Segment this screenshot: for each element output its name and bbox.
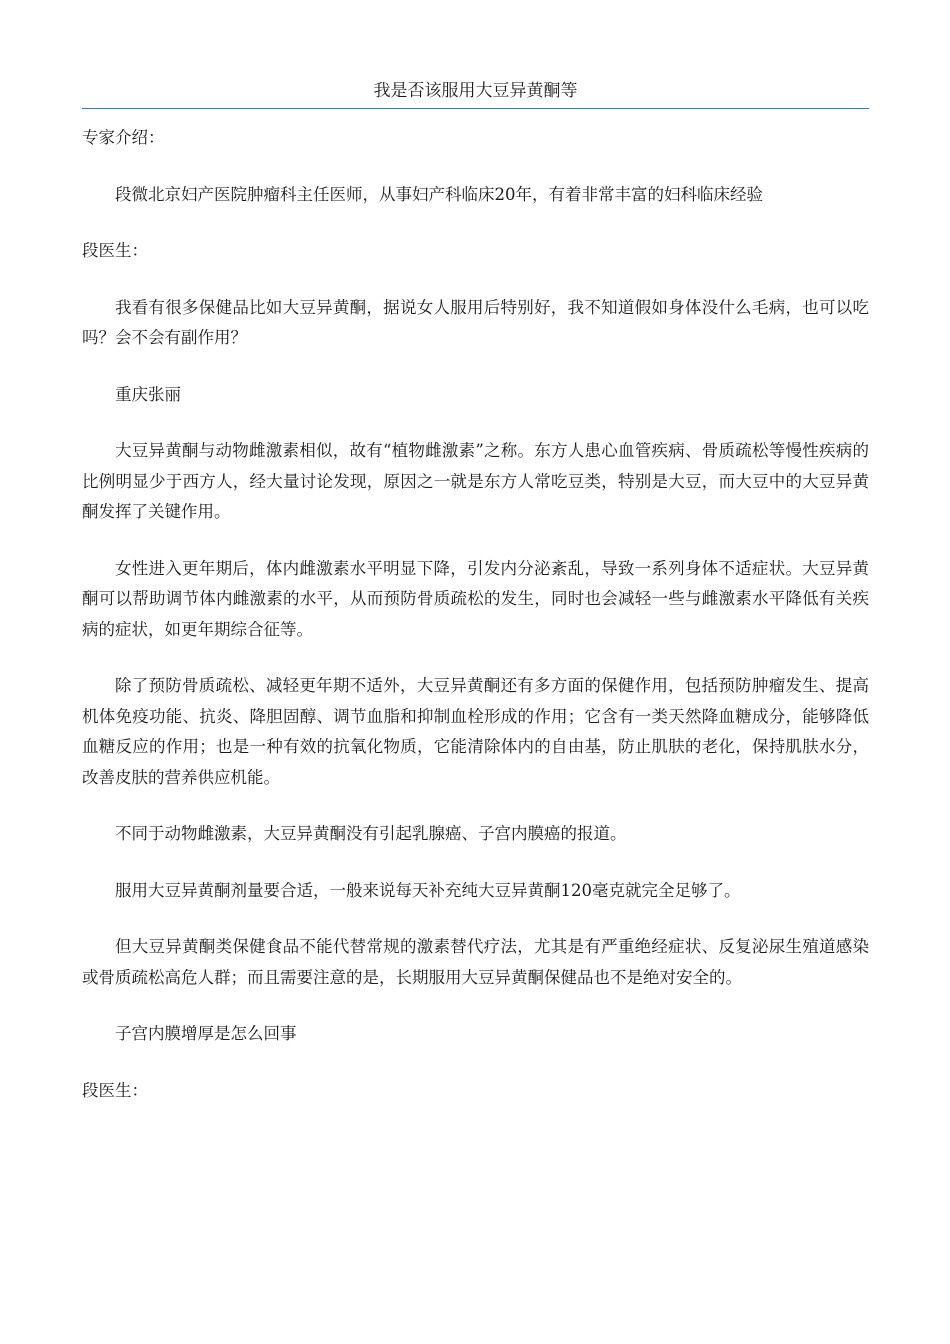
- salutation: 段医生：: [82, 241, 148, 260]
- next-question-title: 子宫内膜增厚是怎么回事: [115, 1024, 297, 1043]
- document-page: [82, 78, 869, 1106]
- expert-intro-label: 专家介绍：: [82, 128, 165, 147]
- answer-paragraph-3: 除了预防骨质疏松、减轻更年期不适外，大豆异黄酮还有多方面的保健作用，包括预防肿瘤发生、提高机体免疫功能、抗炎、降胆固醇、调节血脂和抑制血栓形成的作用；它含有一类天然降血糖成分，能够降低血糖反应的作用；也是一种有效的抗氧化物质，它能清除体内的自由基，防止肌肤的老化，保持肌肤水分，改善皮肤的营养供应机能。: [82, 676, 869, 787]
- document-body: [82, 123, 869, 1106]
- reader-signature: 重庆张丽: [115, 384, 181, 404]
- page-header-title: 我是否该服用大豆异黄酮等: [82, 78, 869, 109]
- answer-paragraph-6: 但大豆异黄酮类保健食品不能代替常规的激素替代疗法，尤其是有严重绝经症状、反复泌尿生殖道感染或骨质疏松高危人群；而且需要注意的是，长期服用大豆异黄酮保健品也不是绝对安全的。: [82, 937, 869, 987]
- answer-paragraph-1: 大豆异黄酮与动物雌激素相似，故有“植物雌激素”之称。东方人患心血管疾病、骨质疏松等慢性疾病的比例明显少于西方人，经大量讨论发现，原因之一就是东方人常吃豆类，特别是大豆，而大豆中的大豆异黄酮发挥了关键作用。: [82, 441, 869, 521]
- reader-question: 我看有很多保健品比如大豆异黄酮，据说女人服用后特别好，我不知道假如身体没什么毛病，也可以吃吗？会不会有副作用？: [82, 297, 869, 347]
- expert-bio: 段微北京妇产医院肿瘤科主任医师，从事妇产科临床20年，有着非常丰富的妇科临床经验: [115, 184, 763, 204]
- answer-paragraph-2: 女性进入更年期后，体内雌激素水平明显下降，引发内分泌紊乱，导致一系列身体不适症状。大豆异黄酮可以帮助调节体内雌激素的水平，从而预防骨质疏松的发生，同时也会减轻一些与雌激素水平降低有关疾病的症状，如更年期综合征等。: [82, 558, 869, 639]
- salutation-2: 段医生：: [82, 1080, 148, 1100]
- answer-paragraph-5: 服用大豆异黄酮剂量要合适，一般来说每天补充纯大豆异黄酮120毫克就完全足够了。: [115, 880, 741, 900]
- answer-paragraph-4: 不同于动物雌激素，大豆异黄酮没有引起乳腺癌、子宫内膜癌的报道。: [115, 824, 627, 843]
